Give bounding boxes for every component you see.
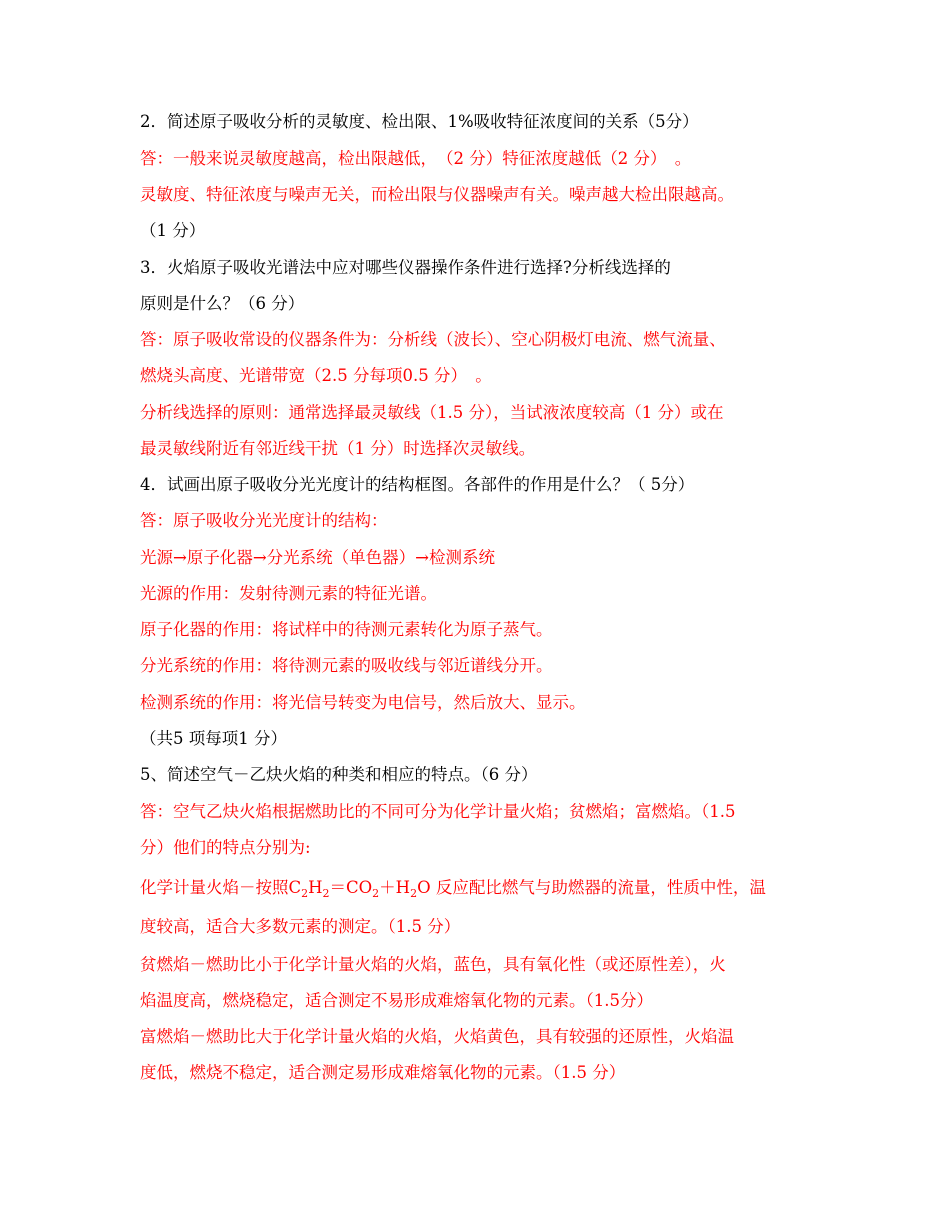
stoich-prefix: 化学计量火焰－按照C: [140, 878, 302, 897]
q4-answer-line-6: 检测系统的作用：将光信号转变为电信号，然后放大、显示。: [140, 693, 586, 712]
q4-answer-line-1: 答：原子吸收分光光度计的结构：: [140, 511, 388, 530]
q4-score: （共5 项每项1 分）: [140, 729, 287, 748]
q2-answer-line-2: 灵敏度、特征浓度与噪声无关，而检出限与仪器噪声有关。噪声越大检出限越高。: [140, 185, 734, 204]
q4-answer-line-5: 分光系统的作用：将待测元素的吸收线与邻近谱线分开。: [140, 656, 553, 675]
q5-answer-line-4: 度较高，适合大多数元素的测定。（1.5 分）: [140, 917, 461, 936]
q3-answer-line-2: 燃烧头高度、光谱带宽（2.5 分每项0.5 分） 。: [140, 366, 492, 385]
subscript-h: 2: [322, 887, 330, 900]
plus-h: ＋H: [379, 878, 411, 897]
subscript-h2o: 2: [410, 887, 418, 900]
q3-answer-line-3: 分析线选择的原则：通常选择最灵敏线（1.5 分），当试液浓度较高（1 分）或在: [140, 403, 724, 422]
q3-question-line-2: 原则是什么？（6 分）: [140, 294, 305, 313]
subscript-co: 2: [372, 887, 380, 900]
h-letter: H: [308, 878, 323, 897]
q5-answer-line-5: 贫燃焰－燃助比小于化学计量火焰的火焰，蓝色，具有氧化性（或还原性差），火: [140, 955, 726, 974]
q2-score: （1 分）: [140, 221, 206, 240]
q4-answer-line-4: 原子化器的作用：将试样中的待测元素转化为原子蒸气。: [140, 620, 553, 639]
stoich-suffix: O 反应配比燃气与助燃器的流量，性质中性，温: [417, 878, 766, 897]
q5-answer-line-6: 焰温度高，燃烧稳定，适合测定不易形成难熔氧化物的元素。（1.5分）: [140, 991, 653, 1010]
q4-structure-diagram: 光源→原子化器→分光系统（单色器）→检测系统: [140, 548, 495, 567]
q5-answer-line-2: 分）他们的特点分别为:: [140, 838, 311, 857]
equals-co: ＝CO: [329, 878, 373, 897]
q4-answer-line-3: 光源的作用：发射待测元素的特征光谱。: [140, 584, 437, 603]
q5-answer-line-1: 答：空气乙炔火焰根据燃助比的不同可分为化学计量火焰；贫燃焰；富燃焰。（1.5: [140, 802, 736, 821]
q4-question: 4．试画出原子吸收分光光度计的结构框图。各部件的作用是什么？（ 5分）: [140, 475, 695, 494]
q5-answer-line-7: 富燃焰－燃助比大于化学计量火焰的火焰，火焰黄色，具有较强的还原性，火焰温: [140, 1027, 734, 1046]
q5-answer-line-8: 度低，燃烧不稳定，适合测定易形成难熔氧化物的元素。（1.5 分）: [140, 1063, 626, 1082]
q3-answer-line-4: 最灵敏线附近有邻近线干扰（1 分）时选择次灵敏线。: [140, 439, 536, 458]
q5-question: 5、简述空气－乙炔火焰的种类和相应的特点。（6 分）: [140, 765, 538, 784]
q2-question: 2．简述原子吸收分析的灵敏度、检出限、1%吸收特征浓度间的关系（5分）: [140, 112, 699, 131]
q2-answer-line-1: 答：一般来说灵敏度越高，检出限越低， （2 分）特征浓度越低（2 分） 。: [140, 149, 692, 168]
q3-question-line-1: 3．火焰原子吸收光谱法中应对哪些仪器操作条件进行选择?分析线选择的: [140, 258, 671, 277]
subscript-c: 2: [301, 887, 309, 900]
q3-answer-line-1: 答：原子吸收常设的仪器条件为：分析线（波长）、空心阴极灯电流、燃气流量、: [140, 330, 726, 349]
q5-answer-line-3-stoichiometric: [140, 876, 766, 900]
